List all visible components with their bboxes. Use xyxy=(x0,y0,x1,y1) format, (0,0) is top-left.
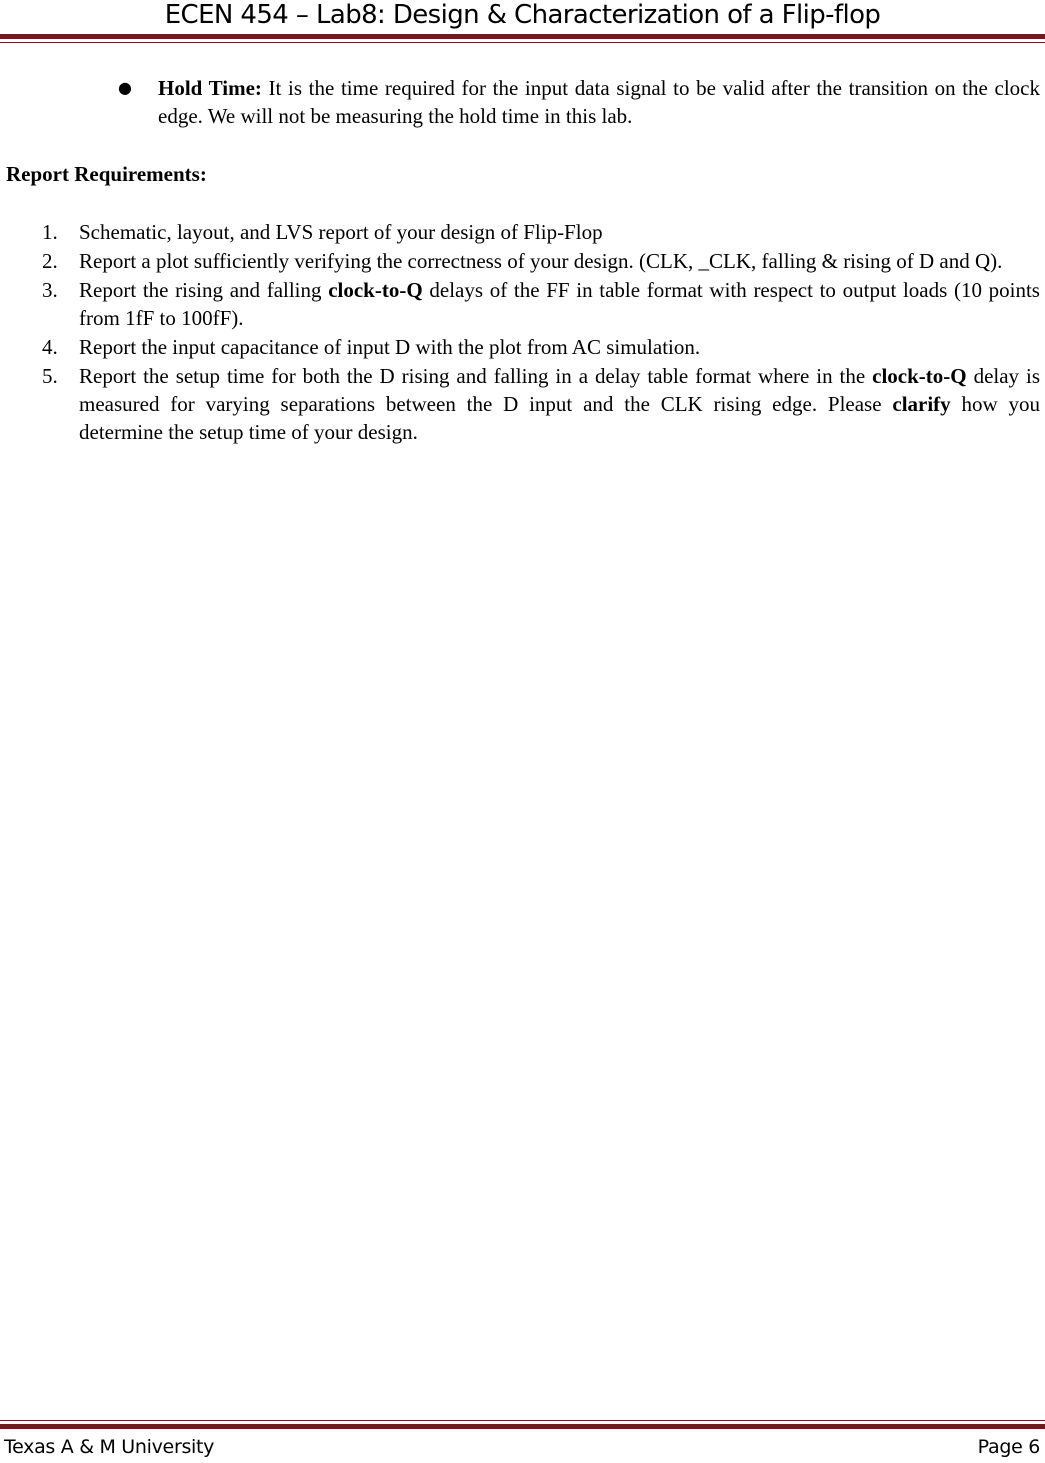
requirement-text-bold: clock-to-Q xyxy=(872,364,967,388)
requirement-text-pre: Report the rising and falling xyxy=(79,278,329,302)
requirement-text: Report a plot sufficiently verifying the correctness of your design. (CLK, _CLK, falling & rising of D and Q). xyxy=(79,249,1003,273)
requirement-text: Report the input capacitance of input D with the plot from AC simulation. xyxy=(79,335,701,359)
requirement-text-post: delays of the FF in table format with respect to output loads (10 points from 1fF to 100fF). xyxy=(79,278,1040,330)
hold-time-paragraph xyxy=(158,74,1040,130)
requirement-item-4 xyxy=(0,333,1040,361)
requirement-item-1 xyxy=(0,218,1040,246)
report-requirements-heading: Report Requirements: xyxy=(6,162,207,186)
requirement-number: 4. xyxy=(42,335,58,359)
header-rule-thin xyxy=(0,42,1045,43)
requirement-item-3 xyxy=(0,276,1040,332)
requirement-item-2 xyxy=(0,247,1040,275)
page-header-title: ECEN 454 – Lab8: Design & Characterization of a Flip-flop xyxy=(164,0,881,30)
requirement-text-mid: delay is measured for varying separations between the D input and the CLK rising edge. Please xyxy=(79,364,1040,416)
requirement-number: 3. xyxy=(42,278,58,302)
requirement-text: Schematic, layout, and LVS report of your design of Flip-Flop xyxy=(79,220,603,244)
requirement-number: 2. xyxy=(42,249,58,273)
footer-page-number: Page 6 xyxy=(977,1436,1040,1458)
page-footer xyxy=(4,1434,1040,1460)
requirement-number: 5. xyxy=(42,364,58,388)
bullet-icon: ● xyxy=(118,78,132,97)
requirements-list xyxy=(0,218,1045,447)
hold-time-term: Hold Time: xyxy=(158,76,262,100)
footer-university: Texas A & M University xyxy=(4,1436,215,1458)
requirement-number: 1. xyxy=(42,220,58,244)
requirement-text-post: how you determine the setup time of your design. xyxy=(79,392,1040,444)
requirement-text-pre: Report the setup time for both the D rising and falling in a delay table format where in the xyxy=(79,364,873,388)
requirement-text-bold-2: clarify xyxy=(892,392,951,416)
requirement-text-bold: clock-to-Q xyxy=(328,278,423,302)
footer-rule-thin xyxy=(0,1420,1045,1421)
hold-time-text: It is the time required for the input data signal to be valid after the transition on the clock edge. We will not be measuring the hold time in this lab. xyxy=(158,76,1040,128)
requirement-item-5 xyxy=(0,362,1040,446)
footer-rule-thick xyxy=(0,1424,1045,1429)
header-rule-thick xyxy=(0,34,1045,39)
